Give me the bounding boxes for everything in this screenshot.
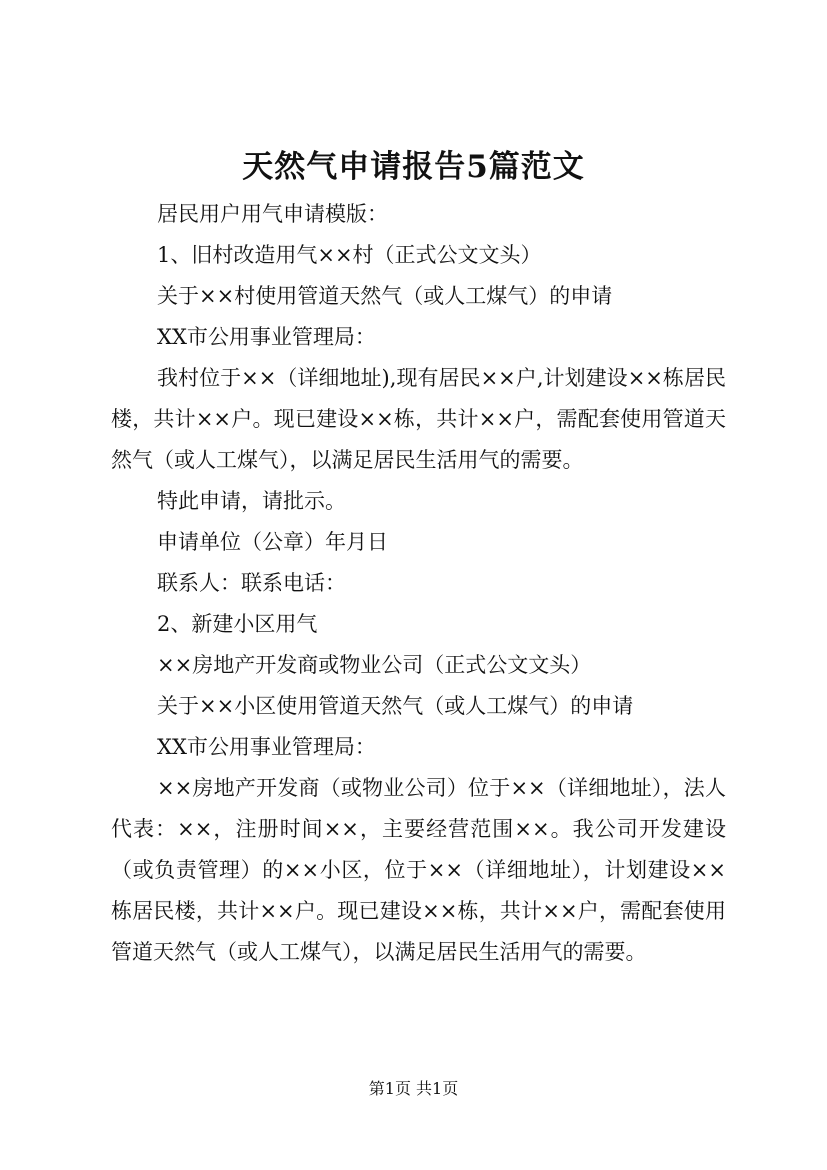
paragraph: ××房地产开发商或物业公司（正式公文文头） [157,653,592,677]
paragraph: XX市公用事业管理局： [157,325,376,349]
page-number: 第1页 共1页 [368,1079,459,1098]
paragraph: 2、新建小区用气 [157,612,318,636]
paragraph: ××房地产开发商（或物业公司）位于××（详细地址），法人代表：××，注册时间××，主要经营范围××。我公司开发建设（或负责管理）的××小区，位于××（详细地址），计划建设××栋居民楼，共计××户。现已建设××栋，共计××户，需配套使用管道天然气（或人工煤气），以满足居民生活用气的需要。 [111,776,726,964]
paragraph: 特此申请，请批示。 [157,489,346,513]
paragraph: 关于××小区使用管道天然气（或人工煤气）的申请 [157,694,634,718]
paragraph: XX市公用事业管理局： [157,735,376,759]
paragraph: 居民用户用气申请模版： [157,202,388,226]
paragraph: 联系人：联系电话： [157,571,346,595]
paragraph: 申请单位（公章）年月日 [157,530,388,554]
document-body [111,194,726,973]
paragraph: 我村位于××（详细地址),现有居民××户,计划建设××栋居民楼，共计××户。现已建设××栋，共计××户，需配套使用管道天然气（或人工煤气），以满足居民生活用气的需要。 [111,366,726,472]
paragraph: 关于××村使用管道天然气（或人工煤气）的申请 [157,284,613,308]
paragraph: 1、旧村改造用气××村（正式公文文头） [157,243,542,267]
document-title: 天然气申请报告5篇范文 [242,149,585,185]
